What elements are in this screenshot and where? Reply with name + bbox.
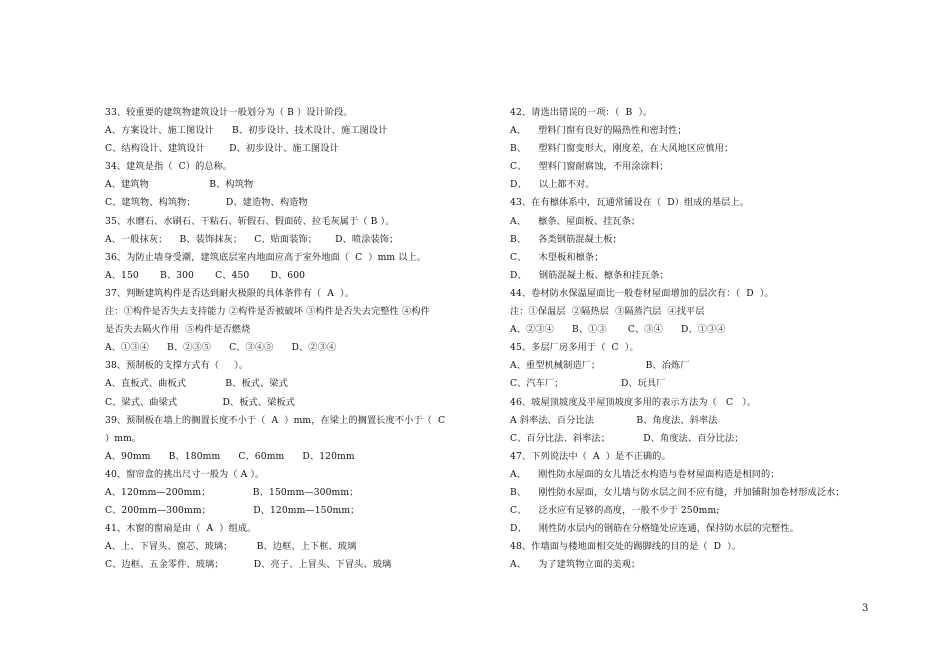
text-line: 35、水磨石、水刷石、干粘石、斩假石、假面砖、拉毛灰属于（ B ）。 xyxy=(105,215,395,227)
text-line: 38、预制板的支撑方式有（ ）。 xyxy=(105,360,249,372)
text-line: 33、较重要的建筑物建筑设计一般划分为（ B ）设计阶段。 xyxy=(105,107,353,118)
text-line: B、 各类钢筋混凝土板； xyxy=(510,233,622,245)
text-line: A、重型机械制造厂； B、冶炼厂 xyxy=(510,360,690,372)
text-line: A、 塑料门窗有良好的隔热性和密封性； xyxy=(510,125,687,137)
text-line: 34、建筑是指（ C）的总称。 xyxy=(105,161,233,173)
text-line: 40、窗帘盒的挑出尺寸一般为（ A ）。 xyxy=(105,468,265,480)
text-line: A、 为了建筑物立面的美观； xyxy=(510,559,641,571)
text-line: 47、下列说法中（ A ）是不正确的。 xyxy=(510,450,671,462)
text-line: C、百分比法、斜率法； D、角度法、百分比法； xyxy=(510,432,744,444)
text-line: A 斜率法、百分比法 B、角度法、斜率法 xyxy=(510,414,718,426)
left-column xyxy=(105,104,475,574)
text-line: C、边框、五金零件、玻璃； D、亮子、上冒头、下冒头、玻璃 xyxy=(105,559,392,571)
page-number: 3 xyxy=(862,603,869,614)
text-line: ）mm。 xyxy=(105,432,142,444)
text-line: C、 木望板和檩条； xyxy=(510,251,604,263)
text-line: A、 刚性防水屋面的女儿墙泛水构造与卷材屋面构造是相同的； xyxy=(510,468,780,480)
text-line: D、 钢筋混凝土板、檩条和挂瓦条； xyxy=(510,269,669,281)
text-line: B、 塑料门窗变形大，刚度差，在大风地区应慎用； xyxy=(510,143,734,155)
text-line: 41、木窗的窗扇是由（ A ）组成。 xyxy=(105,523,257,535)
text-line: A、 檩条、屋面板、挂瓦条； xyxy=(510,215,641,227)
text-line: 44、卷材防水保温屋面比一般卷材屋面增加的层次有：（ D ）。 xyxy=(510,287,774,299)
text-line: A、一般抹灰； B、装饰抹灰； C、贴面装饰； D、喷涂装饰； xyxy=(105,233,399,245)
text-line: A、②③④ B、①③ C、③④ D、①③④ xyxy=(510,324,726,336)
text-line: 注：①构件是否失去支持能力 ②构件是否被破坏 ③构件是否失去完整性 ④构件 xyxy=(105,306,430,318)
text-line: D、 刚性防水层内的钢筋在分格缝处应连通，保持防水层的完整性。 xyxy=(510,523,799,535)
text-line: B、 刚性防水屋面，女儿墙与防水层之间不应有缝，并加铺附加卷材形成泛水； xyxy=(510,486,845,498)
text-line: C、 塑料门窗耐腐蚀，不用涂涂料； xyxy=(510,161,669,173)
right-column xyxy=(510,104,880,574)
text-line: 39、预制板在墙上的搁置长度不小于（ A ）mm，在梁上的搁置长度不小于（ C xyxy=(105,414,446,426)
text-line: A、①③④ B、②③⑤ C、③④⑤ D、②③④ xyxy=(105,342,337,354)
text-line: 42、请选出错误的一项：（ B ）。 xyxy=(510,107,653,118)
text-line: A、直板式、曲板式 B、板式、梁式 xyxy=(105,378,288,390)
text-line: C、梁式、曲梁式 D、板式、梁板式 xyxy=(105,396,295,408)
text-line: A、上、下冒头、窗芯、玻璃； B、边框、上下框、玻璃 xyxy=(105,541,357,553)
text-line: 46、坡屋顶坡度及平屋顶坡度多用的表示方法为（ C ）。 xyxy=(510,396,757,408)
text-line: 注：①保温层 ②隔热层 ③隔蒸汽层 ④找平层 xyxy=(510,306,705,318)
text-line: A、120mm—200mm； B、150mm—300mm； xyxy=(105,486,359,498)
text-line: 48、作墙面与楼地面相交处的踢脚线的目的是（ D ）。 xyxy=(510,541,742,553)
text-line: C、建筑物、构筑物； D、建造物、构造物 xyxy=(105,197,308,209)
text-line: A、150 B、300 C、450 D、600 xyxy=(105,269,306,281)
text-line: 36、为防止墙身受潮，建筑底层室内地面应高于室外地面（ C ）mm 以上。 xyxy=(105,251,427,263)
text-line: 是否失去隔火作用 ⑤构件是否燃烧 xyxy=(105,324,251,336)
text-line: C、 泛水应有足够的高度，一般不少于 250mm; xyxy=(510,505,720,517)
text-line: 37、判断建筑构件是否达到耐火极限的具体条件有（ A ）。 xyxy=(105,287,355,299)
text-line: C、汽车厂； D、玩具厂 xyxy=(510,378,666,390)
text-line: C、结构设计、建筑设计 D、初步设计、施工图设计 xyxy=(105,143,339,155)
text-line: A、建筑物 B、构筑物 xyxy=(105,179,254,191)
text-line: D、 以上都不对。 xyxy=(510,179,595,191)
text-line: A、方案设计、施工图设计 B、初步设计、技术设计、施工图设计 xyxy=(105,125,388,137)
text-line: A、90mm B、180mm C、60mm D、120mm xyxy=(105,450,355,462)
text-line: C、200mm—300mm； D、120mm—150mm； xyxy=(105,505,360,517)
text-line: 43、在有檩体系中，瓦通常铺设在（ D）组成的基层上。 xyxy=(510,197,750,209)
text-line: 45、多层厂房多用于（ C ）。 xyxy=(510,342,639,354)
